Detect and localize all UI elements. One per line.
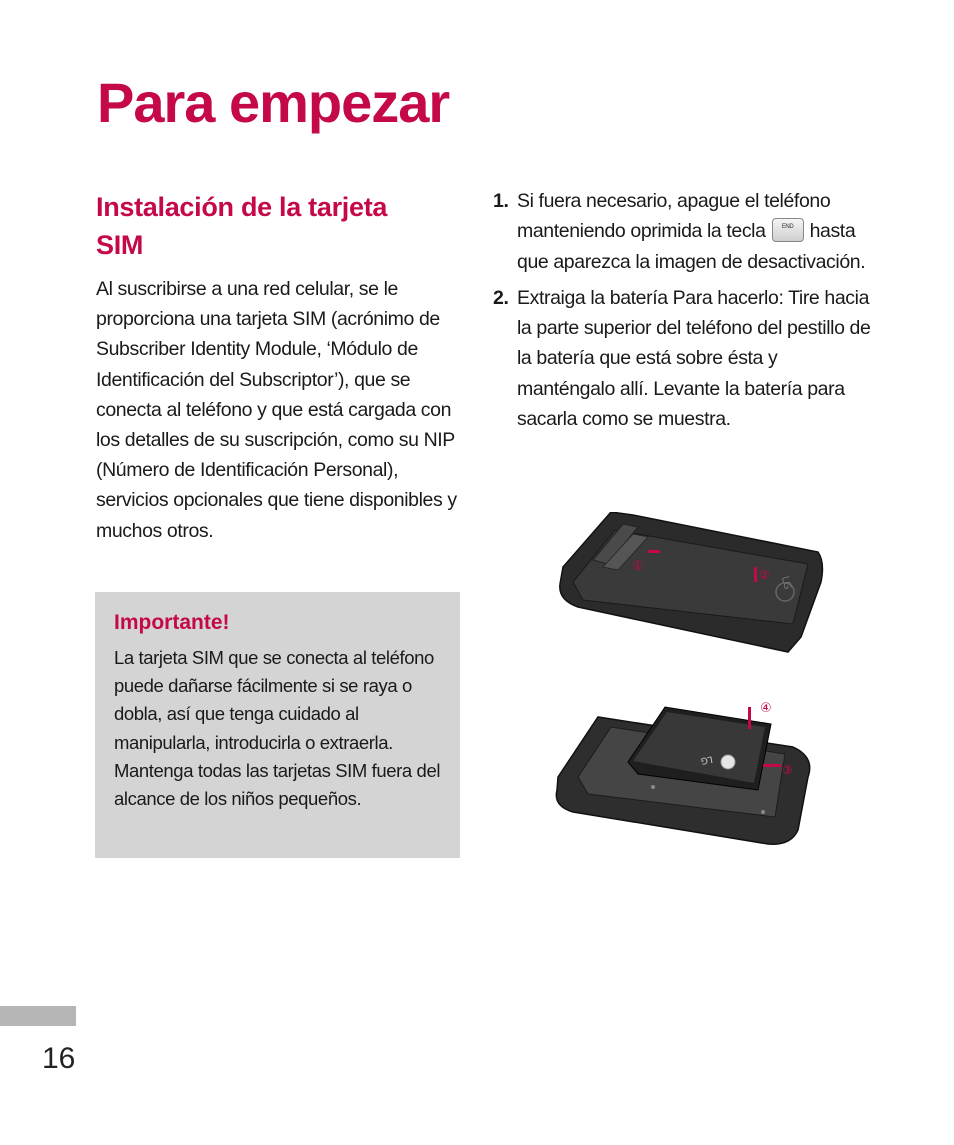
brand-logo-top: LG bbox=[778, 575, 793, 591]
pull-arrow-1 bbox=[648, 550, 660, 553]
step-number: 2. bbox=[493, 286, 509, 309]
step-1 bbox=[493, 186, 873, 277]
end-key-label: END bbox=[781, 224, 794, 231]
note-text: La tarjeta SIM que se conecta al teléfono puede dañarse fácilmente si se raya o dobla, así que tenga cuidado al manipularla, introducirla o extraerla. Mantenga todas las tarjetas SIM fuera del alcance de los niños pequeños. bbox=[114, 647, 441, 810]
footer-tab-bar bbox=[0, 1006, 76, 1026]
phone-illustration-svg bbox=[553, 512, 828, 852]
step-number: 1. bbox=[493, 190, 509, 212]
step-1-text-before: Si fuera necesario, apague el teléfono manteniendo oprimida la tecla bbox=[517, 190, 831, 243]
latch-arrow bbox=[763, 764, 781, 767]
page-title: Para empezar bbox=[97, 71, 450, 134]
steps-list bbox=[493, 186, 873, 440]
end-key-icon bbox=[772, 218, 804, 242]
phone-bottom-image bbox=[556, 701, 809, 844]
lift-arrow bbox=[748, 707, 751, 729]
note-title: Importante! bbox=[114, 611, 230, 634]
section-title: Instalación de la tarjeta SIM bbox=[96, 192, 388, 260]
pull-arrow-2 bbox=[754, 567, 757, 582]
important-note-box bbox=[95, 592, 460, 858]
brand-logo-battery: LG bbox=[699, 753, 714, 766]
intro-paragraph: Al suscribirse a una red celular, se le proporciona una tarjeta SIM (acrónimo de Subscriber Identity Module, ‘Módulo de Identificación del Subscriptor’), que se conecta al teléfono y que está cargada con los detalles de su suscripción, como su NIP (Número de Identificación Personal), servicios opcionales que tiene disponibles y muchos otros. bbox=[96, 278, 457, 542]
phone-top-image bbox=[560, 512, 823, 652]
marker-1: ① bbox=[632, 559, 644, 574]
marker-4: ④ bbox=[760, 701, 772, 716]
step-2-text: Extraiga la batería Para hacerlo: Tire hacia la parte superior del teléfono del pestillo de la batería que está sobre ésta y manténgalo allí. Levante la batería para sacarla como se muestra. bbox=[517, 286, 871, 431]
marker-3: ③ bbox=[782, 763, 793, 777]
page-number: 16 bbox=[42, 1042, 76, 1075]
step-1-text-after: hasta que aparezca la imagen de desactivación. bbox=[517, 220, 866, 273]
step-2 bbox=[493, 283, 873, 434]
marker-2: ② bbox=[759, 568, 770, 582]
battery-removal-illustration bbox=[553, 512, 828, 852]
